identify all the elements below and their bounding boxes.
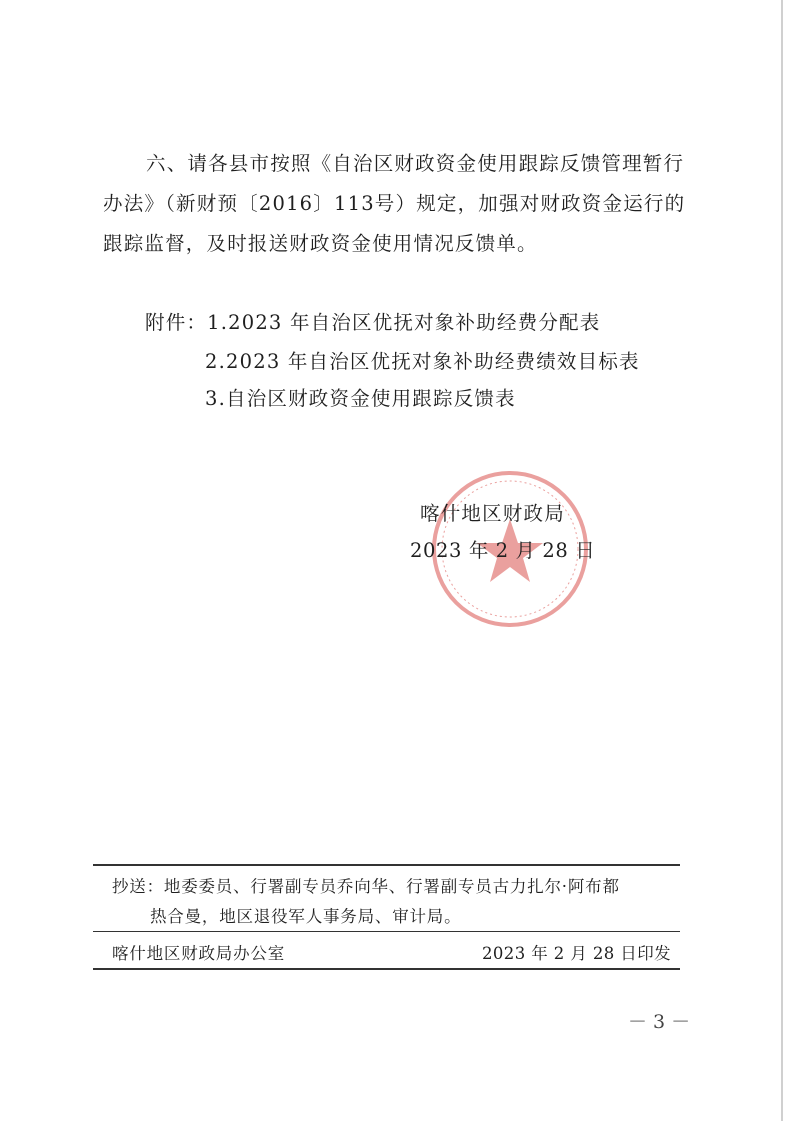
attachment-item-1: 1.2023 年自治区优抚对象补助经费分配表 [207,311,601,334]
attachment-item-3: 3.自治区财政资金使用跟踪反馈表 [205,387,516,410]
cc-line-1: 抄送：地委委员、行署副专员乔向华、行署副专员古力扎尔·阿布都 [112,877,620,896]
attachment-item-2: 2.2023 年自治区优抚对象补助经费绩效目标表 [205,350,640,373]
footer-middle-rule [93,931,680,932]
paragraph-6-line-1: 六、请各县市按照《自治区财政资金使用跟踪反馈管理暂行 [146,152,685,175]
attachment-line-1 [0,305,793,341]
page-number: － 3 － [628,1011,691,1033]
print-date: 2023 年 2 月 28 日印发 [482,944,672,963]
signature-date: 2023 年 2 月 28 日 [410,539,596,562]
signature-organization: 喀什地区财政局 [420,502,565,525]
cc-line-2: 热合曼，地区退役军人事务局、审计局。 [150,907,462,926]
scan-edge-line [781,0,783,1121]
attachment-label: 附件： [145,311,208,334]
footer-top-rule [93,864,680,866]
paragraph-6-line-2: 办法》（新财预〔2016〕113号）规定，加强对财政资金运行的 [103,192,686,215]
footer-bottom-rule [93,968,680,970]
issuing-office: 喀什地区财政局办公室 [112,944,285,963]
paragraph-6-line-3: 跟踪监督，及时报送财政资金使用情况反馈单。 [103,232,538,255]
